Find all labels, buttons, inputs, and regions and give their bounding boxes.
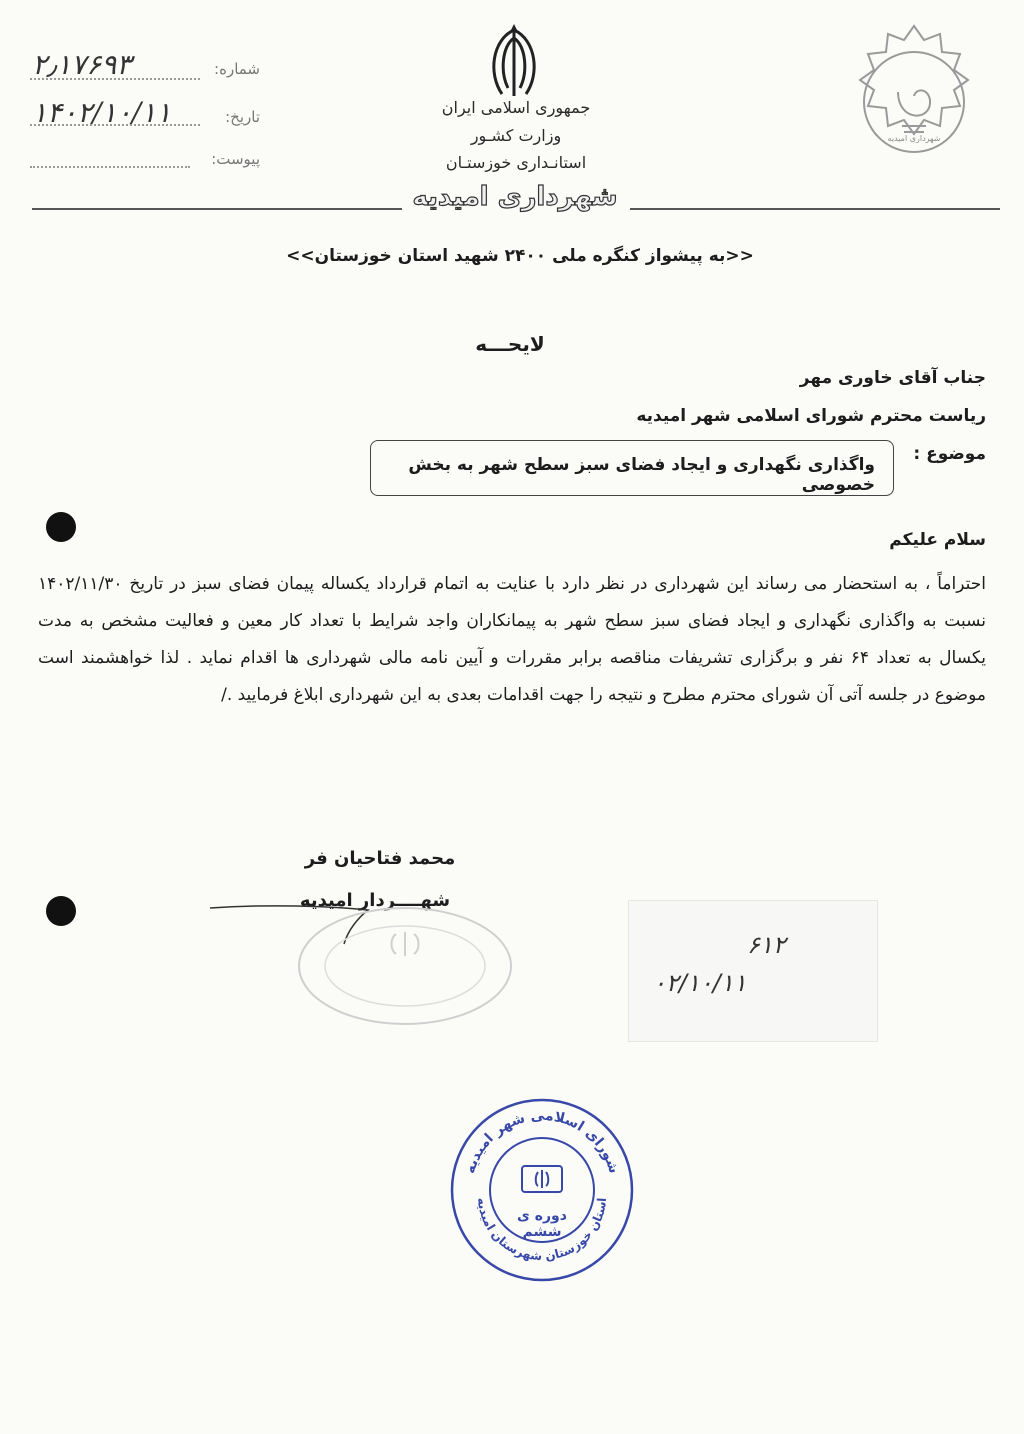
date-dotted-line (30, 124, 200, 126)
municipality-logo-icon (836, 22, 992, 182)
receipt-date: ۰۲/۱۰/۱۱ (653, 969, 747, 997)
receipt-stamp (628, 900, 878, 1042)
header-rule-left (32, 208, 402, 210)
recipient-name: جناب آقای خاوری مهر (799, 368, 986, 388)
subject-text: واگذاری نگهداری و ایجاد فضای سبز سطح شهر به بخش خصوصی (408, 455, 875, 495)
municipality-logo (836, 22, 992, 182)
date-label: تاریخ: (225, 108, 260, 126)
faded-mayor-seal (296, 904, 514, 1028)
recipient-position: ریاست محترم شورای اسلامی شهر امیدیه (636, 406, 986, 426)
header-meta-block (30, 48, 260, 178)
letter-date-value: ۱۴۰۲/۱۰/۱۱ (32, 96, 172, 129)
letter-number-value: ۲٫۱۷۶۹۳ (32, 48, 132, 81)
signatory-name: محمد فتاحیان فر (304, 848, 456, 869)
number-label: شماره: (214, 60, 260, 78)
punch-hole-bottom (46, 896, 76, 926)
faded-seal-icon (296, 904, 514, 1028)
council-seal-icon (448, 1096, 636, 1284)
punch-hole-top (46, 512, 76, 542)
logo-caption: شهرداری امیدیه (887, 134, 941, 143)
council-seal (448, 1096, 636, 1284)
gov-line-3: استانـداری خوزستـان (445, 153, 587, 172)
gov-line-2: وزارت کشـور (470, 126, 562, 145)
attachment-label: پیوست: (211, 150, 260, 168)
greeting: سلام علیکم (889, 530, 986, 550)
seal-ring-top: شورای اسلامی شهر امیدیه (462, 1107, 622, 1176)
document-title: لایحـــه (475, 332, 545, 356)
number-dotted-line (30, 78, 200, 80)
attachment-dotted-line (30, 166, 190, 168)
subject-label: موضوع : (913, 444, 986, 464)
subject-box (370, 440, 894, 496)
seal-ring-bottom: استان خوزستان شهرستان امیدیه (474, 1196, 609, 1264)
signatory-title: شهــــردار امیدیه (299, 890, 451, 911)
gov-line-1: جمهوری اسلامی ایران (441, 98, 591, 117)
body-paragraph: احتراماً ، به استحضار می رساند این شهرداری در نظر دارد با عنایت به اتمام قرارداد یکساله پیمان فضای سبز در تاریخ ۱۴۰۲/۱۱/۳۰ نسبت به واگذاری نگهداری و ایجاد فضای سبز سطح شهر به پیمانکاران واجد شرایط با تعداد کار معین و فعالیت مشخص به مدت یکسال به تعداد ۶۴ نفر و برگزاری تشریفات مناقصه برابر مقررات و آیین نامه مالی شهرداری ها اقدام نماید . لذا خواهشمند است موضوع در جلسه آتی آن شورای محترم مطرح و نتیجه را جهت اقدامات بعدی به این شهرداری ابلاغ فرمایید ./ (38, 574, 986, 705)
municipality-title: شهرداری امیدیه (412, 182, 618, 212)
iran-emblem-icon (474, 22, 554, 102)
slogan: <<به پیشواز کنگره ملی ۲۴۰۰ شهید استان خوزستان>> (286, 246, 754, 266)
seal-center-text: دوره ی ششم (517, 1208, 567, 1240)
header-rule-right (630, 208, 1000, 210)
receipt-number: ۶۱۲ (747, 931, 786, 959)
